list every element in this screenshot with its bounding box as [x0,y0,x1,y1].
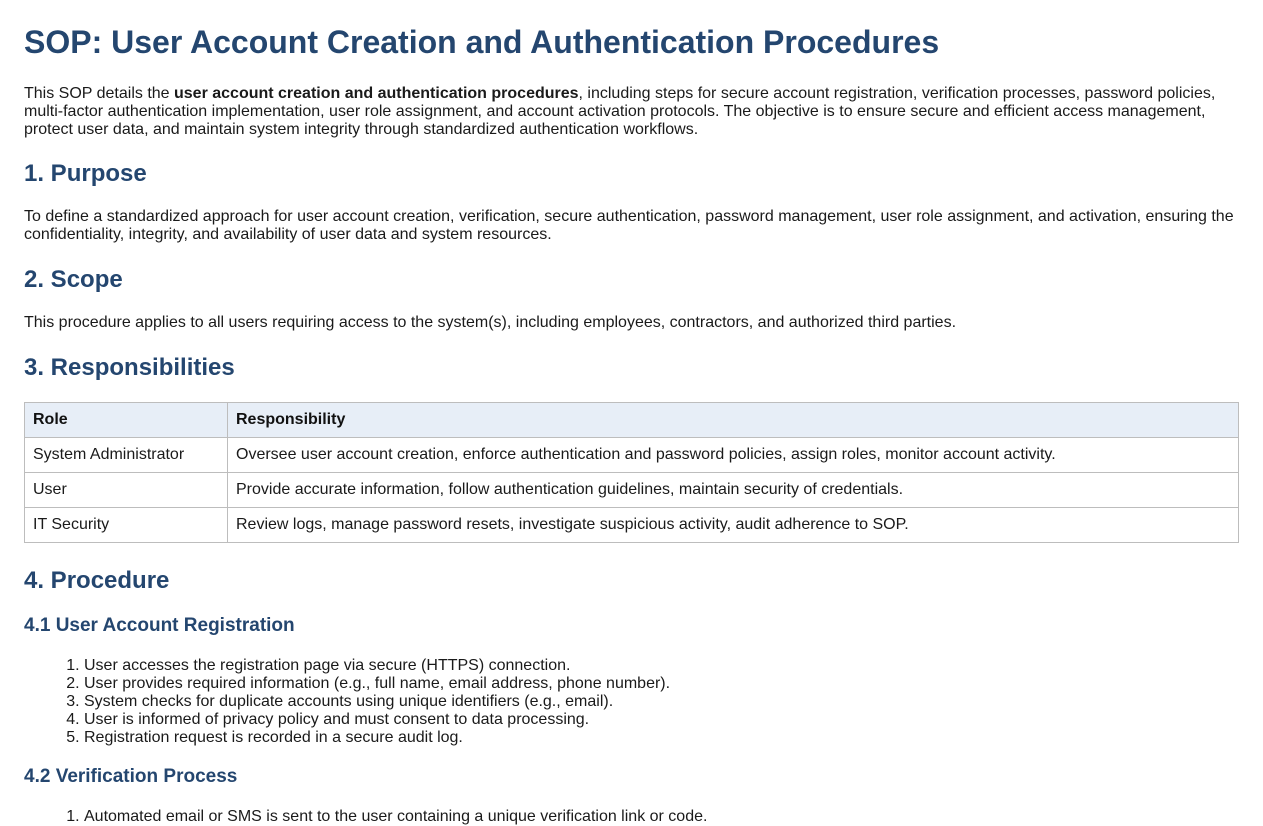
intro-text-bold: user account creation and authentication procedures [174,85,579,102]
table-row [25,473,1239,508]
table-row [25,438,1239,473]
responsibilities-heading: 3. Responsibilities [24,354,235,381]
responsibility-cell: Review logs, manage password resets, investigate suspicious activity, audit adherence to SOP. [228,508,1239,543]
purpose-heading: 1. Purpose [24,160,147,187]
scope-heading: 2. Scope [24,266,123,293]
intro-paragraph [24,85,1239,139]
procedure-heading: 4. Procedure [24,567,170,594]
scope-text: This procedure applies to all users requiring access to the system(s), including employees, contractors, and authorized third parties. [24,314,957,331]
verification-heading: 4.2 Verification Process [24,766,238,787]
registration-heading: 4.1 User Account Registration [24,615,295,636]
table-row [25,508,1239,543]
list-item: 1. Automated email or SMS is sent to the user containing a unique verification link or code. [84,808,1239,826]
intro-text-after: , including steps for secure account registration, verification processes, password policies, multi-factor authentication implementation, user role assignment, and account activation protocols. The objective is to ensure secure and efficient access management, protect user data, and maintain system integrity through standardized authentication workflows. [24,85,1216,138]
role-cell: System Administrator [25,438,228,473]
verification-steps [24,808,1239,826]
responsibility-cell: Oversee user account creation, enforce authentication and password policies, assign roles, monitor account activity. [228,438,1239,473]
role-cell: IT Security [25,508,228,543]
responsibility-cell: Provide accurate information, follow authentication guidelines, maintain security of credentials. [228,473,1239,508]
column-header-role: Role [25,403,228,438]
list-item: 2. User provides required information (e.g., full name, email address, phone number). [84,675,1239,693]
table-header-row [25,403,1239,438]
intro-text-before: This SOP details the [24,85,174,102]
list-item: 1. User accesses the registration page via secure (HTTPS) connection. [84,657,1239,675]
responsibilities-table [24,402,1239,543]
column-header-responsibility: Responsibility [228,403,1239,438]
list-item: 4. User is informed of privacy policy and must consent to data processing. [84,711,1239,729]
page-title: SOP: User Account Creation and Authentication Procedures [24,24,940,60]
role-cell: User [25,473,228,508]
purpose-text: To define a standardized approach for user account creation, verification, secure authentication, password management, user role assignment, and activation, ensuring the confidentiality, integrity, and availability of user data and system resources. [24,208,1234,243]
list-item: 3. System checks for duplicate accounts using unique identifiers (e.g., email). [84,693,1239,711]
registration-steps [24,657,1239,747]
list-item: 5. Registration request is recorded in a secure audit log. [84,729,1239,747]
